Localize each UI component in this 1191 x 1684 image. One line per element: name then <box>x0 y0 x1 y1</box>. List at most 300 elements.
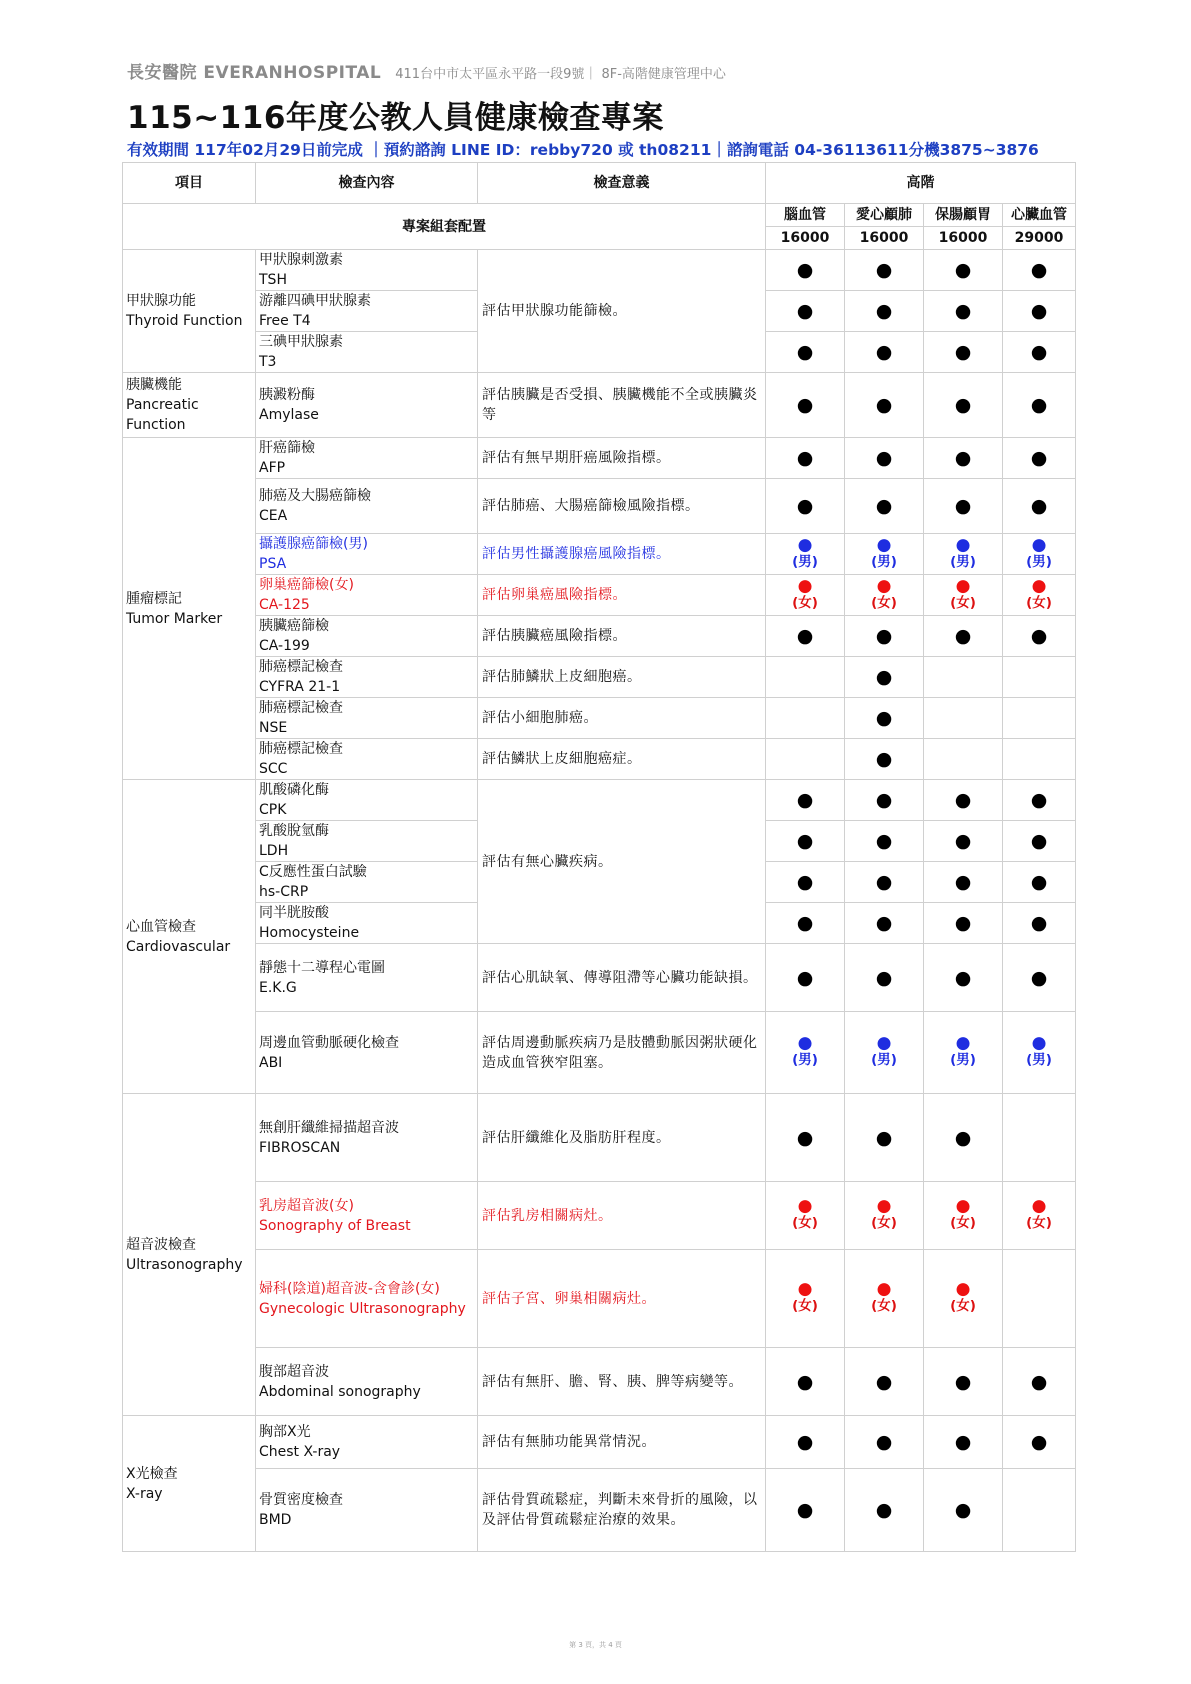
included-dot-male: ● <box>1031 1033 1047 1053</box>
mark-cell <box>924 944 1003 1012</box>
item-zh: 肺癌標記檢查 <box>259 741 343 757</box>
meaning-cell: 評估小細胞肺癌。 <box>478 698 766 739</box>
category-zh: 甲狀腺功能 <box>126 293 196 309</box>
item-cell <box>256 1416 478 1469</box>
included-dot: ● <box>875 966 893 989</box>
included-dot: ● <box>875 259 893 281</box>
mark-cell <box>845 1182 924 1250</box>
table-row <box>123 944 1076 1012</box>
included-dot-female: ● <box>955 1196 971 1216</box>
female-only-label: (女) <box>950 1298 976 1314</box>
table-row <box>123 438 1076 479</box>
item-en: E.K.G <box>259 979 297 996</box>
included-dot: ● <box>1030 871 1048 893</box>
mark-cell <box>924 479 1003 534</box>
mark-cell <box>845 739 924 780</box>
mark-cell <box>766 1250 845 1348</box>
mark-cell <box>924 1182 1003 1250</box>
item-zh: 胰澱粉酶 <box>259 387 315 403</box>
mark-cell <box>1003 373 1076 438</box>
item-zh: C反應性蛋白試驗 <box>259 864 367 880</box>
package-name: 腦血管 <box>784 207 826 223</box>
item-cell <box>256 1469 478 1552</box>
mark-cell <box>924 575 1003 616</box>
included-dot-female: ● <box>876 1279 892 1299</box>
male-only-label: (男) <box>871 1052 897 1068</box>
item-zh: 卵巢癌篩檢(女) <box>259 577 354 593</box>
female-only-label: (女) <box>950 1215 976 1231</box>
item-en: Abdominal sonography <box>259 1383 421 1400</box>
meaning-cell: 評估鱗狀上皮細胞癌症。 <box>478 739 766 780</box>
col-header-meaning: 檢查意義 <box>478 163 766 204</box>
meaning-cell: 評估甲狀腺功能篩檢。 <box>478 250 766 373</box>
package-name: 愛心顧肺 <box>856 207 912 223</box>
included-dot: ● <box>796 447 814 469</box>
item-cell <box>256 903 478 944</box>
category-zh: X光檢查 <box>126 1465 178 1482</box>
item-cell <box>256 1094 478 1182</box>
included-dot: ● <box>875 341 893 363</box>
included-dot-male: ● <box>797 534 813 555</box>
female-only-label: (女) <box>871 594 897 611</box>
included-dot-male: ● <box>1031 534 1047 555</box>
mark-cell <box>845 1416 924 1469</box>
table-row <box>123 616 1076 657</box>
included-dot-male: ● <box>955 534 971 555</box>
package-price: 16000 <box>766 226 844 249</box>
included-dot: ● <box>954 625 972 647</box>
checkup-table <box>122 162 1076 1552</box>
table-row <box>123 1012 1076 1094</box>
category-zh: 心血管檢查 <box>126 918 196 935</box>
meaning-cell: 評估有無心臟疾病。 <box>478 780 766 944</box>
category-en: Cardiovascular <box>126 938 231 955</box>
female-only-label: (女) <box>792 594 818 611</box>
meaning-cell: 評估有無肺功能異常情況。 <box>478 1416 766 1469</box>
meaning-cell: 評估周邊動脈疾病乃是肢體動脈因粥狀硬化造成血管狹窄阻塞。 <box>478 1012 766 1094</box>
mark-cell <box>1003 821 1076 862</box>
mark-cell <box>845 862 924 903</box>
female-only-label: (女) <box>871 1215 897 1231</box>
meaning-cell: 評估肺鱗狀上皮細胞癌。 <box>478 657 766 698</box>
item-zh: 骨質密度檢查 <box>259 1492 343 1508</box>
meaning-cell: 評估心肌缺氧、傳導阻滯等心臟功能缺損。 <box>478 944 766 1012</box>
included-dot: ● <box>1030 966 1048 989</box>
mark-cell <box>1003 698 1076 739</box>
item-zh: 乳房超音波(女) <box>259 1197 354 1214</box>
included-dot: ● <box>796 625 814 647</box>
mark-cell <box>766 1012 845 1094</box>
item-zh: 周邊血管動脈硬化檢查 <box>259 1034 399 1051</box>
included-dot: ● <box>875 1431 893 1453</box>
mark-cell <box>766 1348 845 1416</box>
table-row <box>123 373 1076 438</box>
mark-cell <box>766 657 845 698</box>
item-en: CYFRA 21-1 <box>259 679 341 695</box>
included-dot: ● <box>875 1126 893 1149</box>
meaning-cell: 評估有無早期肝癌風險指標。 <box>478 438 766 479</box>
item-cell <box>256 534 478 575</box>
included-dot: ● <box>875 666 893 688</box>
included-dot: ● <box>1030 1431 1048 1453</box>
item-zh: 肺癌及大腸癌篩檢 <box>259 488 371 504</box>
table-row <box>123 1182 1076 1250</box>
mark-cell <box>924 862 1003 903</box>
mark-cell <box>924 250 1003 291</box>
included-dot: ● <box>1030 394 1048 416</box>
included-dot: ● <box>875 394 893 416</box>
item-zh: 攝護腺癌篩檢(男) <box>259 536 368 552</box>
mark-cell <box>845 1250 924 1348</box>
mark-cell <box>924 373 1003 438</box>
included-dot: ● <box>796 1431 814 1453</box>
page-number: 第 3 頁，共 4 頁 <box>569 1641 622 1649</box>
table-header-row <box>123 163 1076 204</box>
item-en: hs-CRP <box>259 884 309 900</box>
mark-cell <box>766 739 845 780</box>
mark-cell <box>924 780 1003 821</box>
included-dot: ● <box>796 830 814 852</box>
included-dot: ● <box>954 447 972 469</box>
mark-cell <box>845 1469 924 1552</box>
package-row <box>123 204 1076 250</box>
mark-cell <box>845 698 924 739</box>
package-price: 16000 <box>924 226 1002 249</box>
mark-cell <box>1003 739 1076 780</box>
included-dot: ● <box>875 625 893 647</box>
package-cell <box>766 204 845 250</box>
item-cell <box>256 250 478 291</box>
item-cell <box>256 291 478 332</box>
mark-cell <box>924 291 1003 332</box>
included-dot: ● <box>954 789 972 811</box>
meaning-cell: 評估骨質疏鬆症，判斷未來骨折的風險，以及評估骨質疏鬆症治療的效果。 <box>478 1469 766 1552</box>
included-dot: ● <box>1030 495 1048 517</box>
included-dot: ● <box>796 966 814 989</box>
mark-cell <box>766 1416 845 1469</box>
male-only-label: (男) <box>1026 553 1052 570</box>
item-en: Homocysteine <box>259 925 360 941</box>
mark-cell <box>1003 1094 1076 1182</box>
mark-cell <box>766 698 845 739</box>
package-cell <box>924 204 1003 250</box>
included-dot: ● <box>875 300 893 322</box>
item-cell <box>256 332 478 373</box>
mark-cell <box>924 534 1003 575</box>
package-cell <box>845 204 924 250</box>
included-dot: ● <box>796 1126 814 1149</box>
mark-cell <box>1003 1348 1076 1416</box>
table-row <box>123 1469 1076 1552</box>
hospital-header <box>127 58 726 83</box>
included-dot: ● <box>954 871 972 893</box>
package-cell <box>1003 204 1076 250</box>
item-en: CA-125 <box>259 597 310 613</box>
table-row <box>123 1416 1076 1469</box>
included-dot-male: ● <box>797 1033 813 1053</box>
item-cell <box>256 1348 478 1416</box>
mark-cell <box>1003 291 1076 332</box>
mark-cell <box>766 1469 845 1552</box>
meaning-cell: 評估胰臟癌風險指標。 <box>478 616 766 657</box>
item-en: CA-199 <box>259 638 310 654</box>
mark-cell <box>1003 332 1076 373</box>
category-cell <box>123 1094 256 1416</box>
included-dot: ● <box>1030 447 1048 469</box>
included-dot: ● <box>1030 830 1048 852</box>
mark-cell <box>1003 1012 1076 1094</box>
item-en: Amylase <box>259 407 319 423</box>
item-en: LDH <box>259 843 289 859</box>
item-cell <box>256 862 478 903</box>
item-cell <box>256 438 478 479</box>
included-dot: ● <box>796 789 814 811</box>
item-en: PSA <box>259 556 287 572</box>
table-row <box>123 780 1076 821</box>
item-zh: 肺癌標記檢查 <box>259 659 343 675</box>
included-dot-female: ● <box>876 1196 892 1216</box>
meaning-cell: 評估有無肝、膽、腎、胰、脾等病變等。 <box>478 1348 766 1416</box>
item-en: ABI <box>259 1054 283 1071</box>
included-dot: ● <box>954 394 972 416</box>
package-name: 心臟血管 <box>1011 207 1067 223</box>
mark-cell <box>924 1469 1003 1552</box>
item-zh: 三碘甲狀腺素 <box>259 334 343 350</box>
table-row <box>123 479 1076 534</box>
mark-cell <box>1003 575 1076 616</box>
category-zh: 超音波檢查 <box>126 1236 196 1253</box>
included-dot: ● <box>954 495 972 517</box>
mark-cell <box>766 373 845 438</box>
included-dot-female: ● <box>955 1279 971 1299</box>
included-dot: ● <box>875 1499 893 1521</box>
male-only-label: (男) <box>1026 1052 1052 1068</box>
category-zh: 胰臟機能 <box>126 377 182 393</box>
col-header-tier: 高階 <box>766 163 1076 204</box>
mark-cell <box>766 438 845 479</box>
mark-cell <box>845 373 924 438</box>
mark-cell <box>1003 534 1076 575</box>
mark-cell <box>845 944 924 1012</box>
included-dot: ● <box>875 830 893 852</box>
mark-cell <box>924 1094 1003 1182</box>
mark-cell <box>924 438 1003 479</box>
mark-cell <box>845 1094 924 1182</box>
mark-cell <box>1003 657 1076 698</box>
item-en: TSH <box>259 272 287 288</box>
item-cell <box>256 780 478 821</box>
included-dot-female: ● <box>797 1279 813 1299</box>
mark-cell <box>766 944 845 1012</box>
mark-cell <box>924 1348 1003 1416</box>
table-row <box>123 1348 1076 1416</box>
mark-cell <box>924 1012 1003 1094</box>
male-only-label: (男) <box>792 1052 818 1068</box>
mark-cell <box>845 903 924 944</box>
included-dot: ● <box>796 1499 814 1521</box>
meaning-cell: 評估子宮、卵巢相關病灶。 <box>478 1250 766 1348</box>
included-dot: ● <box>954 1499 972 1521</box>
item-en: Sonography of Breast <box>259 1217 411 1234</box>
mark-cell <box>1003 862 1076 903</box>
mark-cell <box>924 698 1003 739</box>
included-dot-female: ● <box>955 575 971 596</box>
col-header-content: 檢查內容 <box>256 163 478 204</box>
meaning-cell: 評估肝纖維化及脂肪肝程度。 <box>478 1094 766 1182</box>
mark-cell <box>924 1250 1003 1348</box>
included-dot: ● <box>875 789 893 811</box>
female-only-label: (女) <box>871 1298 897 1314</box>
mark-cell <box>766 250 845 291</box>
mark-cell <box>1003 1250 1076 1348</box>
included-dot: ● <box>796 394 814 416</box>
item-zh: 甲狀腺刺激素 <box>259 252 343 268</box>
item-cell <box>256 1012 478 1094</box>
item-en: AFP <box>259 460 286 476</box>
included-dot: ● <box>1030 625 1048 647</box>
item-zh: 同半胱胺酸 <box>259 905 329 921</box>
included-dot: ● <box>796 495 814 517</box>
mark-cell <box>766 575 845 616</box>
item-en: NSE <box>259 720 288 736</box>
item-zh: 婦科(陰道)超音波-含會診(女) <box>259 1280 440 1297</box>
mark-cell <box>1003 903 1076 944</box>
female-only-label: (女) <box>792 1215 818 1231</box>
category-en: X-ray <box>126 1485 163 1502</box>
included-dot-male: ● <box>876 1033 892 1053</box>
included-dot-male: ● <box>876 534 892 555</box>
item-zh: 乳酸脫氫酶 <box>259 823 329 839</box>
mark-cell <box>1003 780 1076 821</box>
included-dot: ● <box>1030 1370 1048 1393</box>
included-dot: ● <box>796 871 814 893</box>
included-dot: ● <box>954 1370 972 1393</box>
item-zh: 胰臟癌篩檢 <box>259 618 329 634</box>
included-dot-female: ● <box>1031 1196 1047 1216</box>
mark-cell <box>845 575 924 616</box>
included-dot: ● <box>954 912 972 934</box>
female-only-label: (女) <box>1026 594 1052 611</box>
meaning-cell: 評估胰臟是否受損、胰臟機能不全或胰臟炎等 <box>478 373 766 438</box>
included-dot: ● <box>875 912 893 934</box>
table-row <box>123 739 1076 780</box>
category-cell <box>123 780 256 1094</box>
item-cell <box>256 1182 478 1250</box>
item-zh: 靜態十二導程心電圖 <box>259 959 385 976</box>
item-cell <box>256 698 478 739</box>
included-dot: ● <box>796 300 814 322</box>
item-en: BMD <box>259 1512 292 1528</box>
mark-cell <box>766 332 845 373</box>
included-dot: ● <box>875 707 893 729</box>
included-dot: ● <box>875 871 893 893</box>
item-cell <box>256 575 478 616</box>
col-header-item: 項目 <box>123 163 256 204</box>
included-dot: ● <box>954 341 972 363</box>
mark-cell <box>1003 1416 1076 1469</box>
included-dot: ● <box>875 748 893 770</box>
item-cell <box>256 373 478 438</box>
page-title: 115~116年度公教人員健康檢查專案 <box>127 100 664 136</box>
table-row <box>123 534 1076 575</box>
included-dot: ● <box>1030 300 1048 322</box>
included-dot-female: ● <box>797 575 813 596</box>
mark-cell <box>766 862 845 903</box>
male-only-label: (男) <box>792 553 818 570</box>
package-label: 專案組套配置 <box>123 204 766 250</box>
mark-cell <box>1003 479 1076 534</box>
female-only-label: (女) <box>792 1298 818 1314</box>
mark-cell <box>845 616 924 657</box>
included-dot: ● <box>954 966 972 989</box>
mark-cell <box>766 534 845 575</box>
item-zh: 肝癌篩檢 <box>259 440 315 456</box>
included-dot: ● <box>954 300 972 322</box>
item-cell <box>256 479 478 534</box>
mark-cell <box>924 903 1003 944</box>
mark-cell <box>845 821 924 862</box>
included-dot-female: ● <box>797 1196 813 1216</box>
package-name: 保腸顧胃 <box>935 207 991 223</box>
item-cell <box>256 616 478 657</box>
item-en: SCC <box>259 761 288 777</box>
item-zh: 游離四碘甲狀腺素 <box>259 293 371 309</box>
validity-contact-line: 有效期間 117年02月29日前完成 ｜預約諮詢 LINE ID：rebby720 或 th08211｜諮詢電話 04-36113611分機3875~3876 <box>127 141 1039 159</box>
category-en: Pancreatic Function <box>126 397 199 433</box>
mark-cell <box>766 616 845 657</box>
male-only-label: (男) <box>871 553 897 570</box>
mark-cell <box>924 821 1003 862</box>
table-row <box>123 698 1076 739</box>
mark-cell <box>924 1416 1003 1469</box>
mark-cell <box>766 291 845 332</box>
item-en: Chest X-ray <box>259 1444 341 1460</box>
included-dot: ● <box>1030 259 1048 281</box>
mark-cell <box>1003 1182 1076 1250</box>
item-en: Gynecologic Ultrasonography <box>259 1300 466 1317</box>
included-dot: ● <box>796 259 814 281</box>
item-zh: 肌酸磷化酶 <box>259 782 329 798</box>
meaning-cell: 評估肺癌、大腸癌篩檢風險指標。 <box>478 479 766 534</box>
mark-cell <box>1003 438 1076 479</box>
mark-cell <box>766 1182 845 1250</box>
mark-cell <box>845 291 924 332</box>
table-row <box>123 657 1076 698</box>
mark-cell <box>924 332 1003 373</box>
item-cell <box>256 821 478 862</box>
item-cell <box>256 657 478 698</box>
mark-cell <box>766 479 845 534</box>
hospital-name: 長安醫院 EVERANHOSPITAL <box>127 63 382 83</box>
category-cell <box>123 1416 256 1552</box>
mark-cell <box>845 479 924 534</box>
mark-cell <box>766 780 845 821</box>
female-only-label: (女) <box>950 594 976 611</box>
mark-cell <box>845 1348 924 1416</box>
included-dot: ● <box>875 1370 893 1393</box>
included-dot: ● <box>954 259 972 281</box>
included-dot: ● <box>954 1126 972 1149</box>
mark-cell <box>845 534 924 575</box>
table-row <box>123 1250 1076 1348</box>
mark-cell <box>845 332 924 373</box>
table-row <box>123 575 1076 616</box>
package-price: 29000 <box>1003 226 1075 249</box>
meaning-cell: 評估乳房相關病灶。 <box>478 1182 766 1250</box>
mark-cell <box>766 903 845 944</box>
mark-cell <box>924 739 1003 780</box>
item-cell <box>256 739 478 780</box>
